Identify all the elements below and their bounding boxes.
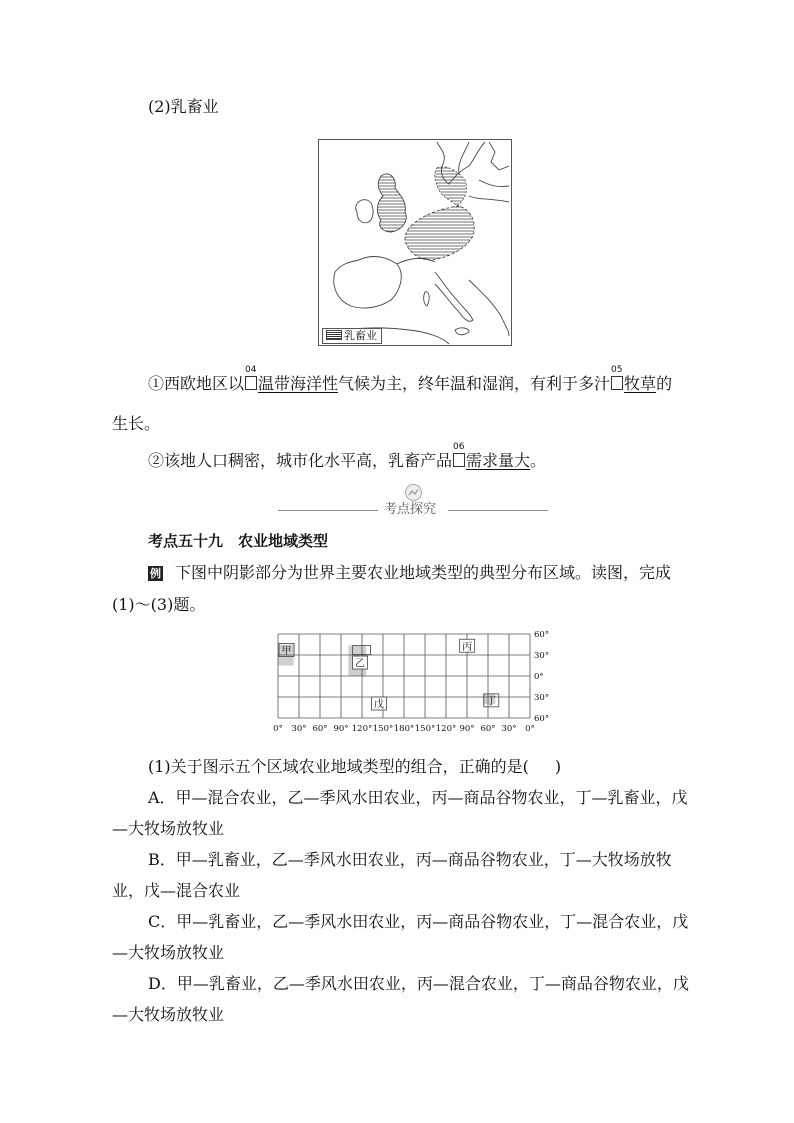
example-line1 (148, 563, 671, 583)
x-tick-label: 90° (459, 724, 475, 734)
option-c-line2: —大牧场放牧业 (112, 943, 225, 962)
example-text-1: 下图中阴影部分为世界主要农业地域类型的典型分布区域。读图，完成 (175, 563, 672, 582)
region-label-yi: 乙 (355, 658, 366, 670)
para1-middle: 气候为主，终年温和湿润，有利于多汁 (338, 374, 611, 393)
y-tick-label: 60° (534, 714, 550, 724)
x-tick-label: 60° (312, 724, 328, 734)
blank-number-06: 06 (453, 442, 465, 452)
divider-right-line (448, 510, 548, 511)
answer-blank-04 (245, 365, 257, 390)
region-label-bing: 丙 (462, 641, 473, 653)
example-line2: (1)～(3)题。 (112, 595, 206, 614)
x-tick-label: 120° (435, 724, 457, 734)
x-tick-label: 120° (351, 724, 373, 734)
world-grid (270, 626, 560, 738)
blank-number-04: 04 (245, 365, 257, 375)
para1-line2: 生长。 (112, 414, 161, 433)
europe-map (318, 139, 512, 346)
option-b-line2: 业，戊—混合农业 (112, 881, 241, 900)
answer-blank-06 (453, 442, 465, 467)
para1-line1 (148, 365, 673, 394)
x-tick-label: 90° (333, 724, 349, 734)
y-tick-label: 30° (534, 651, 550, 661)
divider-emblem-icon (405, 484, 422, 501)
x-tick-label: 150° (414, 724, 436, 734)
x-tick-label: 0° (273, 724, 283, 734)
section-title: (2)乳畜业 (148, 97, 219, 116)
example-badge: 例 (150, 567, 161, 580)
y-tick-label: 30° (534, 693, 550, 703)
x-tick-label: 150° (372, 724, 394, 734)
answer-05: 牧草 (624, 374, 657, 393)
x-tick-label: 30° (501, 724, 517, 734)
blank-number-05: 05 (611, 365, 623, 375)
option-a-line1: A．甲—混合农业，乙—季风水田农业，丙—商品谷物农业，丁—乳畜业，戊 (148, 788, 688, 807)
region-label-jia: 甲 (281, 645, 292, 657)
x-tick-label: 60° (480, 724, 496, 734)
divider-left-line (278, 510, 378, 511)
x-tick-label: 180° (393, 724, 415, 734)
option-a-line2: —大牧场放牧业 (112, 819, 225, 838)
region-label-wu: 戊 (373, 699, 384, 711)
legend-hatch-swatch (326, 330, 342, 340)
answer-06: 需求量大 (466, 451, 531, 470)
para2-suffix: 。 (530, 451, 547, 470)
y-tick-label: 60° (534, 630, 550, 640)
region-label-ding: 丁 (486, 696, 497, 708)
map-legend (322, 328, 382, 344)
question-stem-text: (1)关于图示五个区域农业地域类型的组合，正确的是( (148, 757, 529, 776)
para1-prefix: ①西欧地区以 (148, 374, 245, 393)
option-d-line2: —大牧场放牧业 (112, 1005, 225, 1024)
answer-blank-05 (611, 365, 623, 390)
world-grid-figure (270, 626, 560, 738)
option-b-line1: B．甲—乳畜业，乙—季风水田农业，丙—商品谷物农业，丁—大牧场放牧 (148, 850, 672, 869)
europe-map-drawing (319, 140, 511, 345)
para2 (148, 442, 547, 471)
x-tick-label: 30° (291, 724, 307, 734)
continent-dairy-area (405, 206, 474, 260)
legend-label: 乳畜业 (344, 329, 377, 342)
option-c-line1: C．甲—乳畜业，乙—季风水田农业，丙—商品谷物农业，丁—混合农业，戊 (148, 912, 689, 931)
denmark-dairy-area (435, 167, 467, 206)
britain-dairy-area (377, 174, 406, 232)
y-tick-label: 0° (534, 672, 544, 682)
para1-suffix: 的 (656, 374, 673, 393)
x-tick-label: 0° (525, 724, 535, 734)
option-d-line1: D．甲—乳畜业，乙—季风水田农业，丙—混合农业，丁—商品谷物农业，戊 (148, 974, 689, 993)
question-stem (148, 757, 561, 777)
divider-label: 考点探究 (384, 502, 437, 517)
answer-04: 温带海洋性 (258, 374, 339, 393)
para2-prefix: ②该地人口稠密，城市化水平高，乳畜产品 (148, 451, 453, 470)
topic-title: 考点五十九 农业地域类型 (148, 532, 329, 550)
question-stem-close: ) (554, 757, 562, 776)
